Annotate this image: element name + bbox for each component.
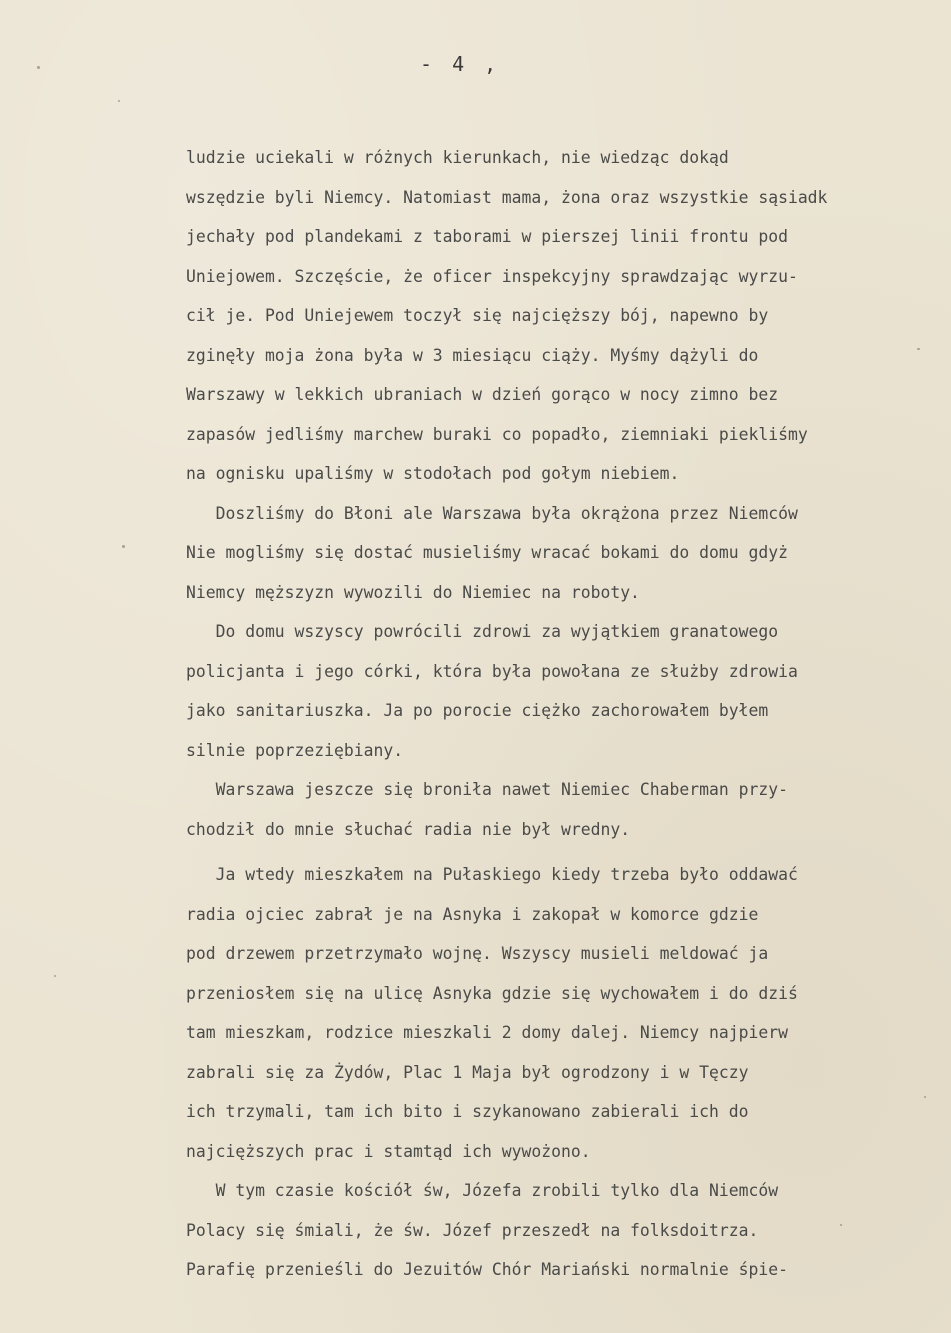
paper-speck — [118, 100, 120, 102]
text-line: jechały pod plandekami z taborami w pierszej linii frontu pod — [186, 227, 788, 246]
page-number: - 4 , — [420, 52, 501, 76]
text-line: na ognisku upaliśmy w stodołach pod gołym niebiem. — [186, 464, 680, 483]
text-line: chodził do mnie słuchać radia nie był wredny. — [186, 819, 631, 839]
text-line: Uniejowem. Szczęście, że oficer inspekcyjny sprawdzając wyrzu- — [186, 266, 798, 286]
text-line: zabrali się za Żydów, Plac 1 Maja był ogrodzony i w Tęczy — [186, 1062, 749, 1082]
text-line: zginęły moja żona była w 3 miesiącu ciąży. Myśmy dążyli do — [186, 345, 759, 365]
typewritten-text — [186, 138, 951, 1290]
text-line: policjanta i jego córki, która była powołana ze służby zdrowia — [186, 661, 798, 681]
paper-speck — [122, 545, 125, 548]
text-line: Do domu wszyscy powrócili zdrowi za wyjątkiem granatowego — [186, 622, 779, 641]
text-line: ich trzymali, tam ich bito i szykanowano zabierali ich do — [186, 1102, 749, 1121]
text-line: Nie mogliśmy się dostać musieliśmy wracać bokami do domu gdyż — [186, 543, 788, 562]
text-line: ludzie uciekali w różnych kierunkach, nie wiedząc dokąd — [186, 148, 729, 167]
paper-speck — [54, 975, 56, 977]
text-line: pod drzewem przetrzymało wojnę. Wszyscy musieli meldować ja — [186, 944, 769, 963]
text-line: Niemcy męższyzn wywozili do Niemiec na roboty. — [186, 582, 640, 602]
text-line: Warszawa jeszcze się broniła nawet Niemiec Chaberman przy- — [186, 780, 788, 799]
text-line: Ja wtedy mieszkałem na Pułaskiego kiedy trzeba było oddawać — [186, 865, 798, 884]
text-line: Parafię przenieśli do Jezuitów Chór Mariański normalnie śpie- — [186, 1260, 788, 1279]
text-line: zapasów jedliśmy marchew buraki co popadło, ziemniaki piekliśmy — [186, 424, 808, 444]
text-line: najcięższych prac i stamtąd ich wywożono. — [186, 1141, 591, 1161]
text-line: tam mieszkam, rodzice mieszkali 2 domy dalej. Niemcy najpierw — [186, 1023, 788, 1042]
paper-speck — [917, 348, 920, 350]
text-line: Warszawy w lekkich ubraniach w dzień gorąco w nocy zimno bez — [186, 385, 779, 404]
text-line: jako sanitariuszka. Ja po porocie ciężko zachorowałem byłem — [186, 701, 769, 720]
paper-speck — [37, 66, 40, 69]
text-line: cił je. Pod Uniejewem toczył się najcięższy bój, napewno by — [186, 306, 769, 325]
text-line: przeniosłem się na ulicę Asnyka gdzie się wychowałem i do dziś — [186, 983, 798, 1003]
text-line: W tym czasie kościół św, Józefa zrobili tylko dla Niemców — [186, 1181, 779, 1200]
paper-speck — [924, 1096, 926, 1098]
text-line: Doszliśmy do Błoni ale Warszawa była okrążona przez Niemców — [186, 503, 798, 523]
paper-speck — [840, 1224, 842, 1226]
text-line: wszędzie byli Niemcy. Natomiast mama, żona oraz wszystkie sąsiadk — [186, 187, 828, 207]
text-line: silnie poprzeziębiany. — [186, 740, 404, 760]
text-line: radia ojciec zabrał je na Asnyka i zakopał w komorce gdzie — [186, 904, 759, 924]
text-line: Polacy się śmiali, że św. Józef przeszedł na folksdoitrza. — [186, 1220, 759, 1240]
